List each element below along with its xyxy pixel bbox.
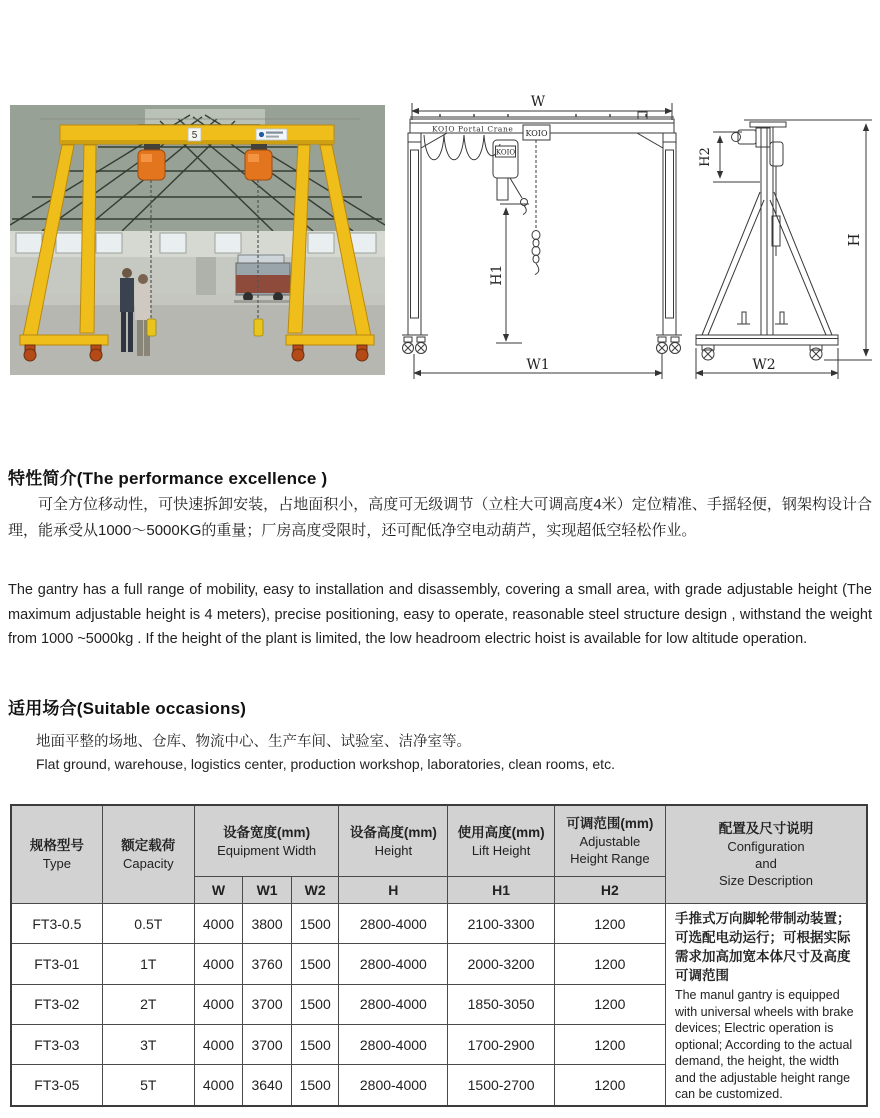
cell-w: 4000: [194, 944, 242, 984]
cell-config: [665, 904, 867, 1106]
right-column: [663, 133, 676, 335]
col-header-config-en3: Size Description: [719, 873, 813, 888]
beam-logo-plate: [256, 129, 287, 140]
col-header-type: [11, 805, 102, 904]
config-text-zh: 手推式万向脚轮带制动装置；可选配电动运行；可根据实际需求加高加宽本体尺寸及高度可调范围: [674, 911, 851, 983]
col-header-adjustable-en1: Adjustable: [579, 834, 641, 849]
cell-w2: 1500: [292, 1065, 339, 1106]
occasions-line-en: Flat ground, warehouse, logistics center, production workshop, laboratories, clean rooms, etc.: [36, 756, 615, 772]
svg-text:5: 5: [191, 130, 198, 141]
cell-capacity: 1T: [102, 944, 194, 984]
beam-brand-text: KOIO Portal Crane: [432, 124, 514, 134]
sub-header-h1: H1: [448, 877, 554, 904]
cell-capacity: 0.5T: [102, 904, 194, 944]
col-header-type-en: Type: [42, 856, 71, 871]
cell-type: FT3-0.5: [11, 904, 102, 944]
warehouse-wall: [10, 231, 385, 295]
col-header-lift-en: Lift Height: [471, 842, 531, 858]
cell-h1: 1850-3050: [448, 984, 554, 1024]
front-view-drawing: [402, 92, 682, 384]
spec-table-wrapper: [10, 804, 868, 1107]
cell-h: 2800-4000: [339, 1024, 448, 1064]
col-header-config-zh: 配置及尺寸说明: [718, 821, 814, 836]
table-row: [11, 904, 867, 944]
cell-w: 4000: [194, 904, 242, 944]
cell-capacity: 5T: [102, 1065, 194, 1106]
cell-h2: 1200: [554, 984, 665, 1024]
right-casters: [656, 335, 682, 354]
svg-text:W2: W2: [752, 357, 776, 373]
left-column: [408, 133, 421, 335]
cell-h: 2800-4000: [339, 984, 448, 1024]
cell-w2: 1500: [292, 904, 339, 944]
cell-h1: 2000-3200: [448, 944, 554, 984]
svg-text:W1: W1: [526, 357, 550, 373]
cell-capacity: 2T: [102, 984, 194, 1024]
cell-h1: 2100-3300: [448, 904, 554, 944]
cell-h2: 1200: [554, 944, 665, 984]
cell-h1: 1700-2900: [448, 1024, 554, 1064]
cell-w2: 1500: [292, 1024, 339, 1064]
beam-capacity-plate: [188, 128, 201, 141]
occasions-line-zh: 地面平整的场地、仓库、物流中心、生产车间、试验室、洁净室等。: [36, 734, 471, 750]
cell-w2: 1500: [292, 984, 339, 1024]
col-header-config-en2: and: [755, 856, 777, 871]
cell-capacity: 3T: [102, 1024, 194, 1064]
trolley: [523, 125, 550, 140]
beam-end-and-hoist: [732, 120, 793, 256]
cell-w1: 3700: [243, 1024, 292, 1064]
dimension-h1: [489, 204, 529, 343]
cell-w1: 3700: [243, 984, 292, 1024]
left-casters: [402, 335, 428, 354]
col-header-config-en1: Configuration: [727, 839, 805, 854]
col-header-lift-zh: 使用高度(mm): [457, 824, 545, 840]
col-header-height-zh: 设备高度(mm): [349, 824, 437, 840]
load-chain: [532, 140, 540, 275]
col-header-width-zh: 设备宽度(mm): [223, 824, 311, 840]
gantry-crane-warehouse-photo: [10, 105, 385, 375]
cell-h2: 1200: [554, 1024, 665, 1064]
svg-text:W: W: [530, 94, 546, 110]
sub-header-w2: W2: [292, 877, 339, 904]
cell-w: 4000: [194, 984, 242, 1024]
col-header-config: [665, 805, 867, 904]
cell-w: 4000: [194, 1065, 242, 1106]
hoist-body: [493, 140, 528, 215]
spec-table: [10, 804, 868, 1107]
cell-type: FT3-03: [11, 1024, 102, 1064]
svg-text:KOIO: KOIO: [525, 129, 548, 138]
sub-header-w1: W1: [243, 877, 292, 904]
col-header-width-en: Equipment Width: [217, 842, 317, 858]
cell-h2: 1200: [554, 904, 665, 944]
col-header-adjustable-en2: Height Range: [570, 851, 650, 866]
photo-illustration: [10, 105, 385, 375]
cell-w1: 3800: [243, 904, 292, 944]
cell-h2: 1200: [554, 1065, 665, 1106]
col-header-equipment-width: [194, 805, 338, 877]
col-header-capacity-en: Capacity: [123, 856, 174, 871]
cell-h: 2800-4000: [339, 904, 448, 944]
col-header-capacity: [102, 805, 194, 904]
sub-header-h: H: [339, 877, 448, 904]
col-header-height-en: Height: [374, 842, 413, 858]
dimension-w: [412, 94, 672, 120]
cell-type: FT3-05: [11, 1065, 102, 1106]
sub-header-h2: H2: [554, 877, 665, 904]
svg-text:H: H: [845, 233, 863, 247]
brackets: [737, 312, 788, 324]
performance-heading: 特性简介(The performance excellence ): [8, 469, 328, 488]
cell-w2: 1500: [292, 944, 339, 984]
cell-h1: 1500-2700: [448, 1065, 554, 1106]
dimension-w1: [414, 354, 662, 379]
cell-w: 4000: [194, 1024, 242, 1064]
col-header-height: [339, 805, 448, 877]
col-header-type-zh: 规格型号: [29, 838, 84, 853]
occasions-heading: 适用场合(Suitable occasions): [8, 699, 247, 718]
svg-text:KOIO: KOIO: [495, 148, 516, 157]
cell-h: 2800-4000: [339, 944, 448, 984]
col-header-adjustable: [554, 805, 665, 877]
side-view-drawing: [686, 92, 878, 384]
festoon-cable: [424, 135, 500, 160]
dimension-h: [788, 120, 872, 360]
col-header-capacity-zh: 额定载荷: [121, 838, 176, 853]
mast: [761, 127, 773, 335]
cell-type: FT3-01: [11, 944, 102, 984]
svg-text:H2: H2: [698, 147, 713, 167]
col-header-adjustable-zh: 可调范围(mm): [566, 816, 654, 831]
svg-text:H1: H1: [489, 264, 505, 286]
dimension-h2: [698, 132, 760, 182]
sub-header-w: W: [194, 877, 242, 904]
cell-type: FT3-02: [11, 984, 102, 1024]
cell-w1: 3760: [243, 944, 292, 984]
performance-paragraph-en: The gantry has a full range of mobility, easy to installation and disassembly, covering a small area, with grade adjustable height (The maximum adjustable height is 4 meters), precise positioning, easy to operate, reasonable steel structure design , withstand the weight from 1000 ~5000kg . If the height of the plant is limited, the low headroom electric hoist is available for low altitude operation.: [8, 582, 872, 647]
config-text-en: The manul gantry is equipped with universal wheels with brake devices; Electric operation is optional; According to the actual demand, the height, the width and the adjustable height range can be customized.: [674, 988, 854, 1101]
performance-paragraph-zh: 可全方位移动性，可快速拆卸安装，占地面积小，高度可无级调节（立柱大可调高度4米）定位精准、手摇轻便，钢架构设计合理，能承受从1000～5000KG的重量；厂房高度受限时，还可配低净空电动葫芦，实现超低空轻松作业。: [8, 496, 872, 539]
cell-h: 2800-4000: [339, 1065, 448, 1106]
col-header-lift-height: [448, 805, 554, 877]
cell-w1: 3640: [243, 1065, 292, 1106]
